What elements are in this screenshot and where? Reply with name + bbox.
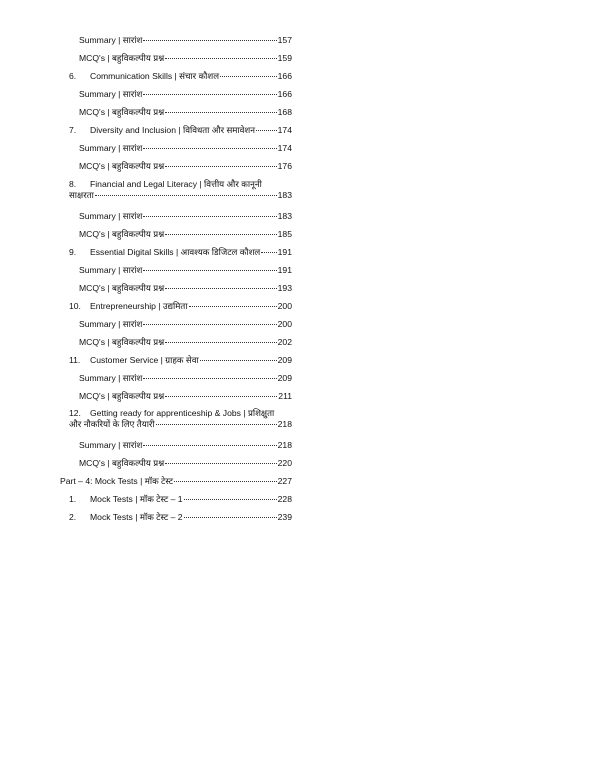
entry-title: Summary | सारांश bbox=[79, 373, 143, 383]
entry-title: Summary | सारांश bbox=[79, 89, 143, 99]
page-number: 191 bbox=[277, 265, 292, 275]
page-number: 202 bbox=[277, 337, 292, 347]
item-number: 1. bbox=[69, 494, 77, 504]
toc-entry-mcq-202 bbox=[79, 337, 292, 348]
chapter-number: 6. bbox=[69, 71, 77, 81]
page-number: 191 bbox=[277, 247, 292, 257]
entry-title: MCQ's | बहुविकल्पीय प्रश्न bbox=[79, 53, 165, 63]
dot-leader bbox=[143, 445, 276, 446]
toc-entry-chapter-9 bbox=[69, 247, 292, 258]
dot-leader bbox=[174, 481, 277, 482]
dot-leader bbox=[165, 234, 276, 235]
dot-leader bbox=[261, 252, 276, 253]
page-number: 209 bbox=[277, 373, 292, 383]
page-number: 227 bbox=[277, 476, 292, 486]
toc-entry-chapter-8 bbox=[69, 179, 292, 201]
toc-entry-mcq-168 bbox=[79, 107, 292, 118]
chapter-number: 10. bbox=[69, 301, 81, 311]
dot-leader bbox=[143, 94, 276, 95]
entry-title: Entrepreneurship | उद्यमिता bbox=[90, 301, 188, 311]
dot-leader bbox=[95, 195, 277, 196]
page-number: 218 bbox=[277, 419, 292, 429]
toc-entry-mcq-159 bbox=[79, 53, 292, 64]
toc-entry-summary-166 bbox=[79, 89, 292, 100]
toc-entry-mcq-185 bbox=[79, 229, 292, 240]
toc-entry-chapter-10 bbox=[69, 301, 292, 312]
toc-entry-summary-174 bbox=[79, 143, 292, 154]
page-number: 209 bbox=[277, 355, 292, 365]
entry-title: Financial and Legal Literacy | वित्तीय और कानूनी bbox=[90, 179, 262, 189]
entry-title: Mock Tests | मॉक टेस्ट – 1 bbox=[90, 494, 183, 504]
page-number: 228 bbox=[277, 494, 292, 504]
dot-leader bbox=[156, 424, 277, 425]
dot-leader bbox=[165, 396, 277, 397]
page-number: 218 bbox=[277, 440, 292, 450]
page-number: 185 bbox=[277, 229, 292, 239]
toc-entry-mcq-193 bbox=[79, 283, 292, 294]
page-number: 174 bbox=[277, 143, 292, 153]
toc-entry-mock-test-2 bbox=[69, 512, 292, 523]
entry-title: Communication Skills | संचार कौशल bbox=[90, 71, 220, 81]
toc-entry-summary-183 bbox=[79, 211, 292, 222]
entry-title-line-1 bbox=[69, 408, 292, 419]
entry-title: Summary | सारांश bbox=[79, 35, 143, 45]
entry-title-continued: और नौकरियों के लिए तैयारी bbox=[69, 419, 155, 429]
dot-leader bbox=[220, 76, 277, 77]
page-number: 193 bbox=[277, 283, 292, 293]
dot-leader bbox=[143, 270, 276, 271]
dot-leader bbox=[189, 306, 277, 307]
chapter-number: 11. bbox=[69, 355, 81, 365]
toc-entry-mcq-211 bbox=[79, 391, 292, 402]
page-number: 211 bbox=[278, 391, 292, 401]
entry-title-continued: साक्षरता bbox=[69, 190, 94, 200]
chapter-number: 12. bbox=[69, 408, 81, 418]
page-number: 239 bbox=[277, 512, 292, 522]
toc-entry-mock-test-1 bbox=[69, 494, 292, 505]
entry-title: Summary | सारांश bbox=[79, 440, 143, 450]
page-number: 183 bbox=[277, 190, 292, 200]
chapter-number: 7. bbox=[69, 125, 77, 135]
chapter-number: 8. bbox=[69, 179, 77, 189]
entry-title: Summary | सारांश bbox=[79, 143, 143, 153]
part-title: Part – 4: Mock Tests | मॉक टेस्ट bbox=[60, 476, 174, 486]
toc-entry-summary-209 bbox=[79, 373, 292, 384]
entry-title: MCQ's | बहुविकल्पीय प्रश्न bbox=[79, 107, 165, 117]
entry-title: Essential Digital Skills | आवश्यक डिजिटल कौशल bbox=[90, 247, 261, 257]
dot-leader bbox=[143, 40, 276, 41]
chapter-number: 9. bbox=[69, 247, 77, 257]
entry-title: MCQ's | बहुविकल्पीय प्रश्न bbox=[79, 283, 165, 293]
toc-entry-mcq-176 bbox=[79, 161, 292, 172]
page-number: 200 bbox=[277, 301, 292, 311]
dot-leader bbox=[165, 166, 276, 167]
entry-title: Summary | सारांश bbox=[79, 211, 143, 221]
toc-entry-chapter-6 bbox=[69, 71, 292, 82]
dot-leader bbox=[143, 378, 276, 379]
page-number: 168 bbox=[277, 107, 292, 117]
toc-entry-summary-157 bbox=[79, 35, 292, 46]
dot-leader bbox=[165, 112, 276, 113]
entry-title: Customer Service | ग्राहक सेवा bbox=[90, 355, 199, 365]
dot-leader bbox=[200, 360, 277, 361]
dot-leader bbox=[165, 58, 276, 59]
page-number: 220 bbox=[277, 458, 292, 468]
entry-title: MCQ's | बहुविकल्पीय प्रश्न bbox=[79, 458, 165, 468]
toc-entry-chapter-12 bbox=[69, 408, 292, 430]
toc-entry-mcq-220 bbox=[79, 458, 292, 469]
entry-title: Summary | सारांश bbox=[79, 265, 143, 275]
entry-title: MCQ's | बहुविकल्पीय प्रश्न bbox=[79, 161, 165, 171]
dot-leader bbox=[143, 216, 276, 217]
entry-title: MCQ's | बहुविकल्पीय प्रश्न bbox=[79, 391, 165, 401]
dot-leader bbox=[184, 517, 277, 518]
toc-entry-part-4 bbox=[60, 476, 292, 487]
entry-title-line-2 bbox=[69, 419, 292, 430]
item-number: 2. bbox=[69, 512, 77, 522]
toc-entry-summary-200 bbox=[79, 319, 292, 330]
page-number: 166 bbox=[277, 71, 292, 81]
dot-leader bbox=[184, 499, 277, 500]
dot-leader bbox=[143, 148, 276, 149]
toc-entry-chapter-11 bbox=[69, 355, 292, 366]
toc-entry-summary-218 bbox=[79, 440, 292, 451]
entry-title: MCQ's | बहुविकल्पीय प्रश्न bbox=[79, 337, 165, 347]
entry-title: Summary | सारांश bbox=[79, 319, 143, 329]
page-number: 183 bbox=[277, 211, 292, 221]
entry-title-line-2 bbox=[69, 190, 292, 201]
dot-leader bbox=[165, 342, 276, 343]
entry-title: Diversity and Inclusion | विविधता और समावेशन bbox=[90, 125, 256, 135]
dot-leader bbox=[165, 288, 276, 289]
entry-title: Mock Tests | मॉक टेस्ट – 2 bbox=[90, 512, 183, 522]
page-number: 176 bbox=[277, 161, 292, 171]
page-number: 157 bbox=[277, 35, 292, 45]
page-number: 174 bbox=[277, 125, 292, 135]
dot-leader bbox=[143, 324, 276, 325]
dot-leader bbox=[165, 463, 276, 464]
toc-entry-chapter-7 bbox=[69, 125, 292, 136]
page-number: 159 bbox=[277, 53, 292, 63]
entry-title: Getting ready for apprenticeship & Jobs | प्रशिक्षुता bbox=[90, 408, 275, 418]
dot-leader bbox=[256, 130, 277, 131]
toc-entry-summary-191 bbox=[79, 265, 292, 276]
page-number: 200 bbox=[277, 319, 292, 329]
page-number: 166 bbox=[277, 89, 292, 99]
entry-title-line-1 bbox=[69, 179, 292, 190]
entry-title: MCQ's | बहुविकल्पीय प्रश्न bbox=[79, 229, 165, 239]
